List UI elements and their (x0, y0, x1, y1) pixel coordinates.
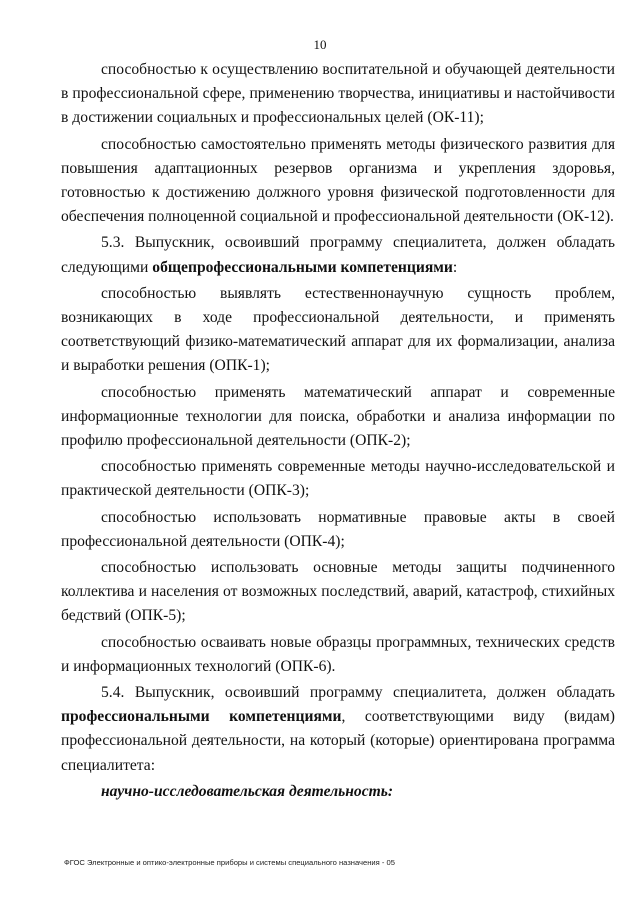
competency-opk6: способностью осваивать новые образцы программных, технических средств и информационных технологий (ОПК-6). (61, 633, 615, 675)
competency-opk5: способностью использовать основные методы защиты подчиненного коллектива и населения от возможных последствий, аварий, катастроф, стихийных бедствий (ОПК-5); (61, 559, 615, 625)
section-5-3-bold-term: общепрофессиональными компетенциями (152, 258, 453, 276)
section-5-3-intro: 5.3. Выпускник, освоивший программу специалитета, должен обладать следующими (61, 234, 615, 276)
section-5-4-end: , соответствующими виду (видам) профессиональной деятельности, на который (которые) ориентирована программа специалитета: (61, 708, 615, 774)
page-number: 10 (313, 37, 327, 52)
competency-opk3: способностью применять современные методы научно-исследовательской и практической деятельности (ОПК-3); (61, 458, 615, 500)
competency-opk2: способностью применять математический аппарат и современные информационные технологии для поиска, обработки и анализа информации по профилю профессиональной деятельности (ОПК-2); (61, 383, 615, 450)
page-footer: ФГОС Электронные и оптико-электронные приборы и системы специального назначения - 05 (64, 858, 395, 867)
section-5-3 (61, 231, 615, 279)
competency-opk4: способностью использовать нормативные правовые акты в своей профессиональной деятельности (ОПК-4); (61, 508, 615, 550)
section-5-4-bold-term: профессиональными компетенциями (61, 708, 342, 726)
competency-ok11: способностью к осуществлению воспитательной и обучающей деятельности в профессиональной сфере, применению творчества, инициативы и настойчивости в достижении социальных и профессиональных целей (ОК-11); (61, 61, 615, 127)
section-5-4 (61, 681, 615, 778)
section-5-4-intro: 5.4. Выпускник, освоивший программу специалитета, должен обладать (101, 684, 615, 702)
competency-opk1: способностью выявлять естественнонаучную сущность проблем, возникающих в ходе профессиональной деятельности, и применять соответствующий физико-математический аппарат для их формализации, анализа и выработки решения (ОПК-1); (61, 284, 615, 375)
research-activity-heading: научно-исследовательская деятельность: (101, 782, 394, 800)
section-5-3-end: : (452, 258, 458, 276)
competency-ok12: способностью самостоятельно применять методы физического развития для повышения адаптационных резервов организма и укрепления здоровья, готовностью к достижению должного уровня физической подготовленности для обеспечения полноценной социальной и профессиональной деятельности (ОК-12). (61, 135, 615, 226)
document-body (61, 58, 615, 806)
